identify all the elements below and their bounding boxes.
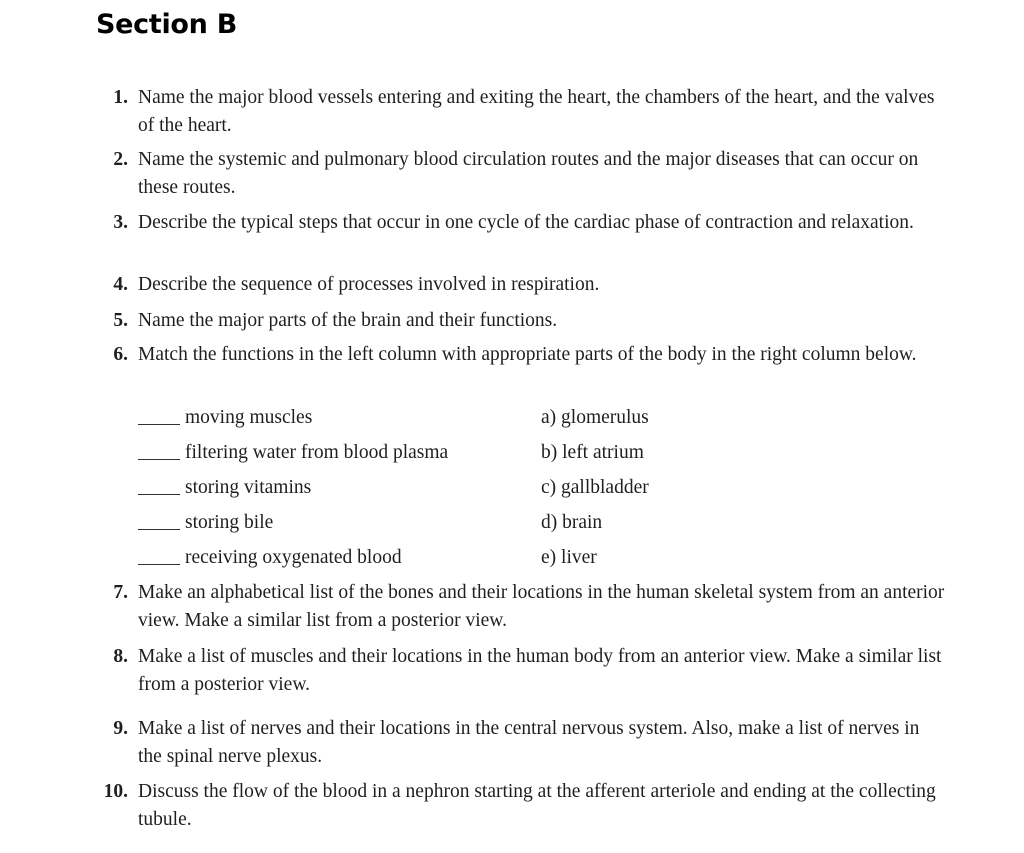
- matching-function: storing vitamins: [185, 477, 312, 498]
- question-number: 6.: [113, 344, 128, 365]
- question-text: Name the major blood vessels entering and exiting the heart, the chambers of the heart, and the valves of the heart.: [138, 87, 935, 136]
- question-text: Name the systemic and pulmonary blood circulation routes and the major diseases that can occur on these routes.: [138, 149, 919, 198]
- matching-function: receiving oxygenated blood: [185, 547, 402, 568]
- question-number: 3.: [113, 212, 128, 233]
- answer-blank: [138, 494, 180, 495]
- question-number: 1.: [113, 87, 128, 108]
- answer-blank: [138, 459, 180, 460]
- matching-function: filtering water from blood plasma: [185, 442, 449, 463]
- question-text: Describe the sequence of processes involved in respiration.: [138, 274, 600, 295]
- answer-blank: [138, 564, 180, 565]
- question-number: 10.: [103, 781, 128, 802]
- matching-part: a) glomerulus: [541, 407, 649, 428]
- section-title: Section B: [96, 9, 237, 40]
- matching-part: c) gallbladder: [541, 477, 649, 498]
- question-text: Make a list of muscles and their locations in the human body from an anterior view. Make a similar list from a posterior view.: [138, 646, 942, 695]
- question-number: 8.: [113, 646, 128, 667]
- question-text: Make a list of nerves and their locations in the central nervous system. Also, make a list of nerves in the spinal nerve plexus.: [138, 718, 920, 767]
- answer-blank: [138, 424, 180, 425]
- question-text: Match the functions in the left column with appropriate parts of the body in the right column below.: [138, 344, 917, 365]
- question-text: Name the major parts of the brain and their functions.: [138, 310, 558, 331]
- matching-part: b) left atrium: [541, 442, 644, 463]
- answer-blank: [138, 529, 180, 530]
- matching-part: d) brain: [541, 512, 603, 533]
- question-number: 4.: [113, 274, 128, 295]
- question-number: 5.: [113, 310, 128, 331]
- question-text: Describe the typical steps that occur in one cycle of the cardiac phase of contraction and relaxation.: [138, 212, 914, 233]
- question-number: 7.: [113, 582, 128, 603]
- question-number: 2.: [113, 149, 128, 170]
- question-text: Make an alphabetical list of the bones and their locations in the human skeletal system from an anterior view. Make a similar list from a posterior view.: [138, 582, 945, 631]
- matching-function: moving muscles: [185, 407, 313, 428]
- question-text: Discuss the flow of the blood in a nephron starting at the afferent arteriole and ending at the collecting tubule.: [138, 781, 936, 830]
- matching-part: e) liver: [541, 547, 597, 568]
- matching-function: storing bile: [185, 512, 274, 533]
- question-number: 9.: [113, 718, 128, 739]
